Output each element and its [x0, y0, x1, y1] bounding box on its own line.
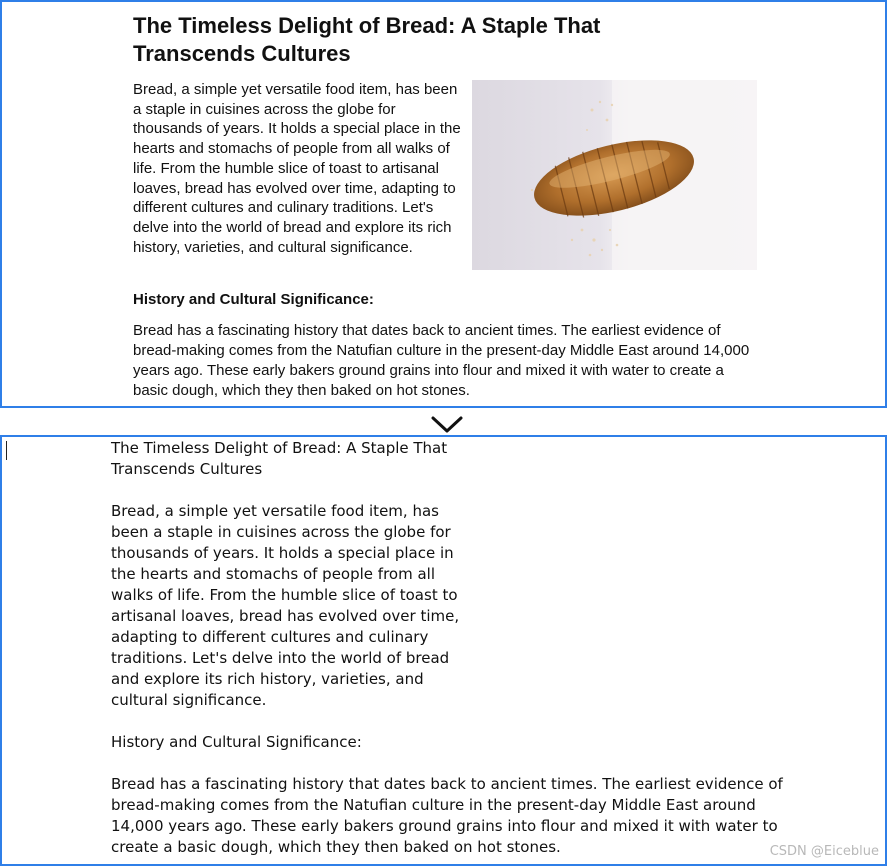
plain-intro-paragraph: Bread, a simple yet versatile food item, has been a staple in cuisines across the globe for thousands of years. It holds a special place in the hearts and stomachs of people from all walks of life. From the humble slice of toast to artisanal loaves, bread has evolved over time, adapting to different cultures and culinary traditions. Let's delve into the world of bread and explore its rich history, varieties, and cultural significance. — [111, 502, 460, 709]
chevron-down-icon — [430, 415, 464, 435]
bread-image — [472, 80, 757, 270]
article-title: The Timeless Delight of Bread: A Staple That Transcends Cultures — [133, 13, 601, 66]
intro-paragraph: Bread, a simple yet versatile food item, has been a staple in cuisines across the globe for thousands of years. It holds a special place in the hearts and stomachs of people from all walks of life. From the humble slice of toast to artisanal loaves, bread has evolved over time, adapting to different cultures and culinary traditions. Let's delve into the world of bread and explore its rich history, varieties, and cultural significance. — [133, 81, 461, 256]
plain-text-panel[interactable] — [0, 435, 887, 866]
plain-section-heading: History and Cultural Significance: — [111, 733, 362, 751]
section-heading: History and Cultural Significance: — [133, 291, 374, 308]
plain-history-paragraph: Bread has a fascinating history that dates back to ancient times. The earliest evidence of bread-making comes from the Natufian culture in the present-day Middle East around 14,000 years ago. These early bakers ground grains into flour and mixed it with water to create a basic dough, which they then baked on hot stones. — [111, 775, 783, 856]
plain-title: The Timeless Delight of Bread: A Staple That Transcends Cultures — [111, 439, 448, 478]
watermark: CSDN @Eiceblue — [769, 844, 879, 859]
sliced-bread-photo-icon — [472, 80, 757, 270]
text-cursor — [6, 441, 7, 460]
history-paragraph: Bread has a fascinating history that dates back to ancient times. The earliest evidence of bread-making comes from the Natufian culture in the present-day Middle East around 14,000 years ago. These early bakers ground grains into flour and mixed it with water to create a basic dough, which they then baked on hot stones. — [133, 322, 750, 399]
rendered-html-panel — [0, 0, 887, 408]
